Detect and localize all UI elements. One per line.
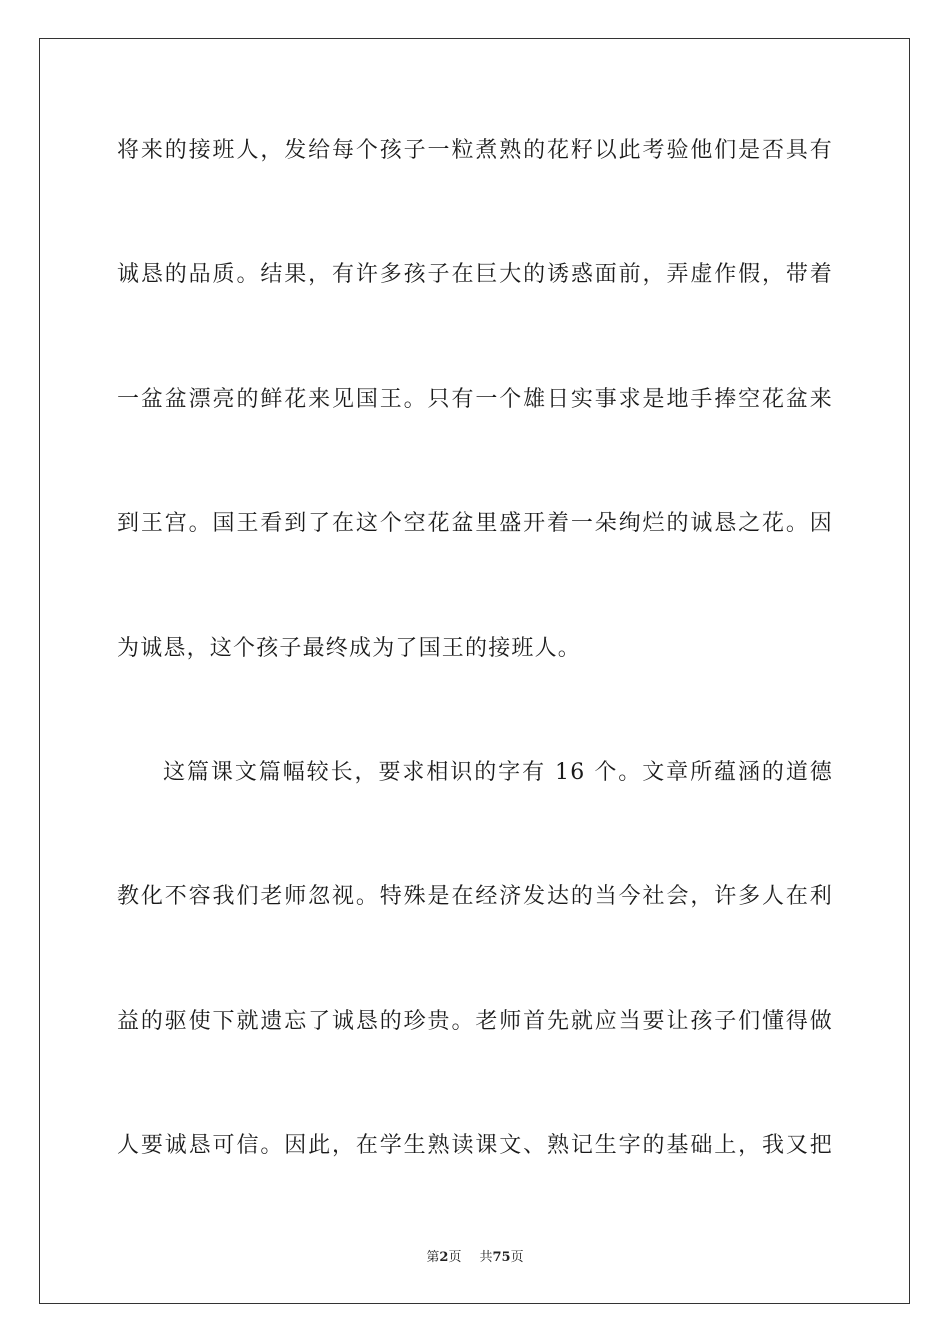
text-line: 诚恳的品质。结果，有许多孩子在巨大的诱惑面前，弄虚作假，带着 [117,262,833,288]
total-prefix: 共 [479,1250,493,1265]
total-suffix: 页 [510,1250,524,1265]
text-line: 到王宫。国王看到了在这个空花盆里盛开着一朵绚烂的诚恳之花。因 [117,511,833,537]
page-suffix: 页 [448,1250,462,1265]
page-footer [0,1246,950,1265]
paragraph-first-line: 这篇课文篇幅较长，要求相识的字有 16 个。文章所蕴涵的道德 [163,759,833,785]
total-pages: 75 [492,1250,511,1265]
text-line: 一盆盆漂亮的鲜花来见国王。只有一个雄日实事求是地手捧空花盆来 [117,386,833,412]
document-body [117,115,833,1235]
text-line: 益的驱使下就遗忘了诚恳的珍贵。老师首先就应当要让孩子们懂得做 [117,1008,833,1034]
text-line: 为诚恳，这个孩子最终成为了国王的接班人。 [117,635,582,661]
text-line: 将来的接班人，发给每个孩子一粒煮熟的花籽以此考验他们是否具有 [117,138,833,163]
text-line: 人要诚恳可信。因此，在学生熟读课文、熟记生字的基础上，我又把 [117,1133,833,1159]
page-number: 2 [439,1250,449,1265]
page-prefix: 第 [426,1250,440,1265]
text-line: 教化不容我们老师忽视。特殊是在经济发达的当今社会，许多人在利 [117,884,833,910]
